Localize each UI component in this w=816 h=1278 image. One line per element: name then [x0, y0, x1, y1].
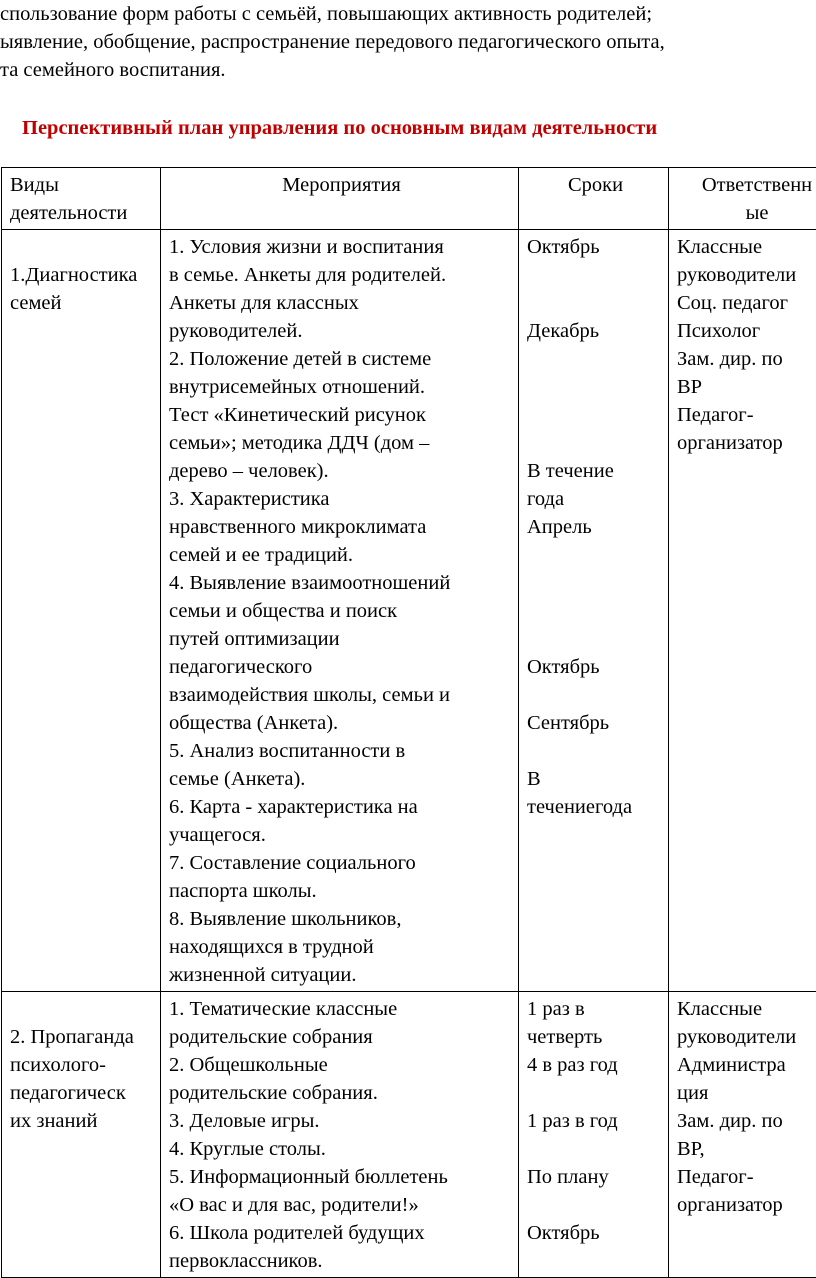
- cell-line: Классные: [677, 233, 816, 261]
- row1-activity: [2, 230, 161, 992]
- cell-line: четверть: [527, 1023, 664, 1051]
- cell-line: [527, 1191, 664, 1219]
- cell-line: 3. Характеристика: [169, 485, 514, 513]
- table-header-row: [2, 168, 816, 230]
- row2-terms: [519, 992, 669, 1278]
- cell-line: Зам. дир. по: [677, 1107, 816, 1135]
- cell-line: [527, 261, 664, 289]
- cell-line: [527, 401, 664, 429]
- cell-line: ция: [677, 1079, 816, 1107]
- cell-line: психолого-: [10, 1051, 156, 1079]
- cell-line: [527, 1079, 664, 1107]
- intro-line: та семейного воспитания.: [0, 56, 816, 84]
- cell-line: семей: [10, 289, 156, 317]
- cell-line: «О вас и для вас, родители!»: [169, 1191, 514, 1219]
- cell-line: общества (Анкета).: [169, 709, 514, 737]
- cell-line: дерево – человек).: [169, 457, 514, 485]
- cell-line: В течение: [527, 457, 664, 485]
- cell-line: родительские собрания: [169, 1023, 514, 1051]
- cell-line: По плану: [527, 1163, 664, 1191]
- cell-line: [527, 737, 664, 765]
- cell-line: [527, 289, 664, 317]
- cell-line: в семье. Анкеты для родителей.: [169, 261, 514, 289]
- cell-line: их знаний: [10, 1107, 156, 1135]
- row2-responsible: [669, 992, 816, 1278]
- intro-line: ыявление, обобщение, распространение передового педагогического опыта,: [0, 28, 816, 56]
- cell-line: [527, 541, 664, 569]
- cell-line: Виды: [10, 171, 156, 199]
- cell-line: Зам. дир. по: [677, 345, 816, 373]
- cell-line: родительские собрания.: [169, 1079, 514, 1107]
- cell-line: Октябрь: [527, 653, 664, 681]
- cell-line: руководители: [677, 1023, 816, 1051]
- cell-line: [527, 1135, 664, 1163]
- cell-line: 8. Выявление школьников,: [169, 905, 514, 933]
- intro-line: спользование форм работы с семьёй, повышающих активность родителей;: [0, 0, 816, 28]
- cell-line: руководители: [677, 261, 816, 289]
- header-terms: [519, 168, 669, 230]
- cell-line: ые: [677, 199, 816, 227]
- cell-line: внутрисемейных отношений.: [169, 373, 514, 401]
- cell-line: 5. Информационный бюллетень: [169, 1163, 514, 1191]
- row1-terms: [519, 230, 669, 992]
- table-row: [2, 230, 816, 992]
- cell-line: Апрель: [527, 513, 664, 541]
- cell-line: 5. Анализ воспитанности в: [169, 737, 514, 765]
- cell-line: 7. Составление социального: [169, 849, 514, 877]
- cell-line: Педагог-: [677, 401, 816, 429]
- row1-events: [161, 230, 519, 992]
- cell-line: 2. Положение детей в системе: [169, 345, 514, 373]
- cell-line: Октябрь: [527, 1219, 664, 1247]
- cell-line: семьи и общества и поиск: [169, 597, 514, 625]
- header-activity: [2, 168, 161, 230]
- cell-line: [527, 429, 664, 457]
- cell-line: 3. Деловые игры.: [169, 1107, 514, 1135]
- cell-line: Мероприятия: [169, 171, 514, 199]
- cell-line: 4 в раз год: [527, 1051, 664, 1079]
- header-responsible: [669, 168, 816, 230]
- cell-line: [527, 681, 664, 709]
- cell-line: Декабрь: [527, 317, 664, 345]
- cell-line: взаимодействия школы, семьи и: [169, 681, 514, 709]
- row2-activity: [2, 992, 161, 1278]
- cell-line: учащегося.: [169, 821, 514, 849]
- cell-line: семье (Анкета).: [169, 765, 514, 793]
- cell-line: семей и ее традиций.: [169, 541, 514, 569]
- cell-line: Администра: [677, 1051, 816, 1079]
- table-row: [2, 992, 816, 1278]
- cell-line: 4. Выявление взаимоотношений: [169, 569, 514, 597]
- cell-line: организатор: [677, 1191, 816, 1219]
- cell-line: организатор: [677, 429, 816, 457]
- cell-line: [527, 597, 664, 625]
- cell-line: путей оптимизации: [169, 625, 514, 653]
- cell-line: 2. Пропаганда: [10, 1023, 156, 1051]
- cell-line: В: [527, 765, 664, 793]
- row2-events: [161, 992, 519, 1278]
- cell-line: 1 раз в год: [527, 1107, 664, 1135]
- cell-spacer: [10, 233, 156, 261]
- cell-line: 1 раз в: [527, 995, 664, 1023]
- cell-line: [527, 373, 664, 401]
- cell-spacer: [10, 995, 156, 1023]
- header-events: [161, 168, 519, 230]
- cell-line: паспорта школы.: [169, 877, 514, 905]
- cell-line: 6. Школа родителей будущих: [169, 1219, 514, 1247]
- cell-line: Педагог-: [677, 1163, 816, 1191]
- intro-text: [0, 0, 816, 84]
- cell-line: [527, 569, 664, 597]
- cell-line: Классные: [677, 995, 816, 1023]
- cell-line: педагогического: [169, 653, 514, 681]
- cell-line: 1.Диагностика: [10, 261, 156, 289]
- row1-responsible: [669, 230, 816, 992]
- cell-line: Анкеты для классных: [169, 289, 514, 317]
- cell-line: Психолог: [677, 317, 816, 345]
- cell-line: Сентябрь: [527, 709, 664, 737]
- cell-line: 4. Круглые столы.: [169, 1135, 514, 1163]
- cell-line: руководителей.: [169, 317, 514, 345]
- cell-line: педагогическ: [10, 1079, 156, 1107]
- cell-line: ВР,: [677, 1135, 816, 1163]
- cell-line: 1. Тематические классные: [169, 995, 514, 1023]
- cell-line: жизненной ситуации.: [169, 961, 514, 989]
- cell-line: первоклассников.: [169, 1247, 514, 1275]
- cell-line: Ответственн: [677, 171, 816, 199]
- cell-line: ВР: [677, 373, 816, 401]
- cell-line: течениегода: [527, 793, 664, 821]
- cell-line: [527, 625, 664, 653]
- cell-line: года: [527, 485, 664, 513]
- cell-line: находящихся в трудной: [169, 933, 514, 961]
- cell-line: семьи»; методика ДДЧ (дом –: [169, 429, 514, 457]
- cell-line: Октябрь: [527, 233, 664, 261]
- plan-table: [1, 167, 816, 1278]
- cell-line: Соц. педагог: [677, 289, 816, 317]
- plan-heading: Перспективный план управления по основным видам деятельности: [22, 114, 657, 142]
- cell-line: Сроки: [527, 171, 664, 199]
- cell-line: 6. Карта - характеристика на: [169, 793, 514, 821]
- cell-line: 1. Условия жизни и воспитания: [169, 233, 514, 261]
- cell-line: нравственного микроклимата: [169, 513, 514, 541]
- cell-line: Тест «Кинетический рисунок: [169, 401, 514, 429]
- cell-line: деятельности: [10, 199, 156, 227]
- cell-line: [527, 345, 664, 373]
- cell-line: 2. Общешкольные: [169, 1051, 514, 1079]
